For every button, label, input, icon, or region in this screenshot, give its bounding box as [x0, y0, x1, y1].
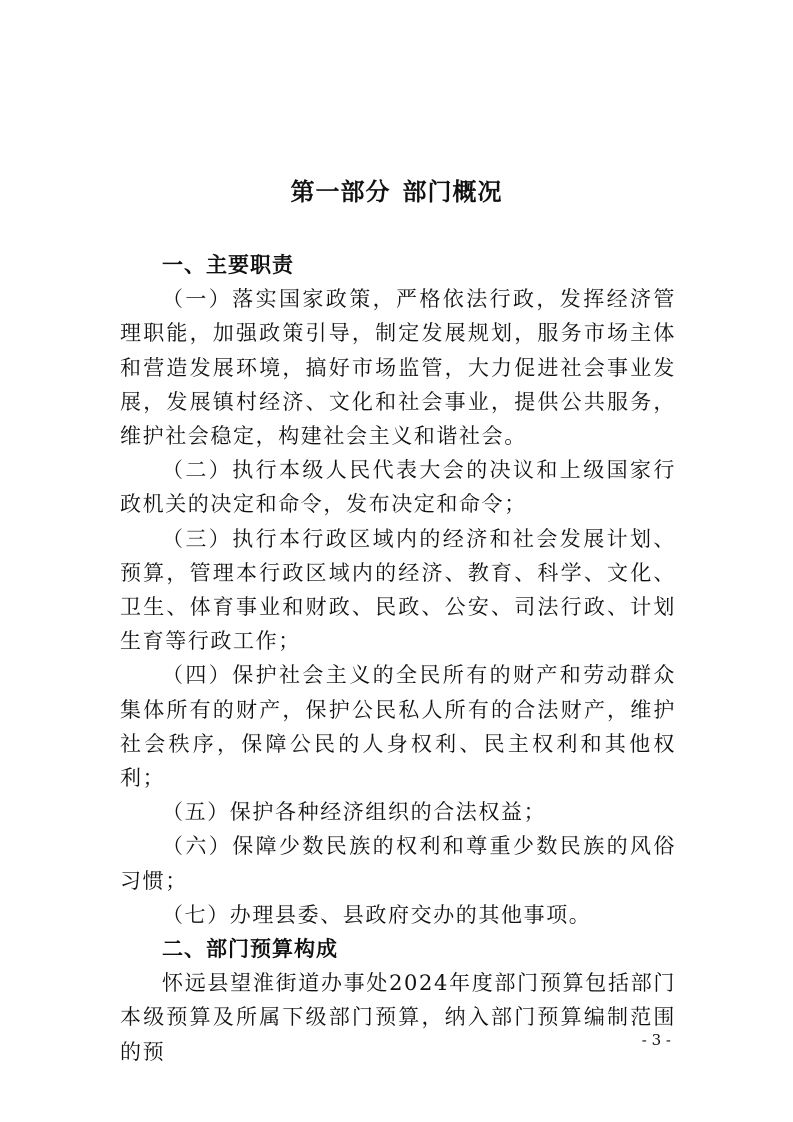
page-number: - 3 -: [641, 1031, 671, 1049]
title-part: 第一部分: [290, 178, 391, 206]
paragraph-duty-4: （四）保护社会主义的全民所有的财产和劳动群众集体所有的财产，保护公民私人所有的合法财产，维护社会秩序，保障公民的人身权利、民主权利和其他权利；: [120, 663, 676, 791]
paragraph-duty-1: （一）落实国家政策，严格依法行政，发挥经济管理职能，加强政策引导，制定发展规划，服务市场主体和营造发展环境，搞好市场监管，大力促进社会事业发展，发展镇村经济、文化和社会事业，提供公共服务，维护社会稳定，构建社会主义和谐社会。: [120, 287, 676, 449]
title-subject: 部门概况: [402, 178, 503, 206]
document-body: [120, 248, 676, 1069]
section-heading-responsibilities: 一、主要职责: [162, 253, 294, 277]
section-heading-budget: 二、部门预算构成: [162, 937, 338, 962]
paragraph-duty-3: （三）执行本行政区域内的经济和社会发展计划、预算，管理本行政区域内的经济、教育、科学、文化、卫生、体育事业和财政、民政、公安、司法行政、计划生育等行政工作；: [120, 526, 676, 654]
paragraph-duty-7: （七）办理县委、县政府交办的其他事项。: [162, 902, 592, 927]
paragraph-duty-2: （二）执行本级人民代表大会的决议和上级国家行政机关的决定和命令，发布决定和命令；: [120, 458, 676, 517]
page-title: [0, 172, 793, 212]
paragraph-duty-6: （六）保障少数民族的权利和尊重少数民族的风俗习惯；: [120, 834, 676, 893]
paragraph-budget: 怀远县望淮街道办事处2024年度部门预算包括部门本级预算及所属下级部门预算，纳入部门预算编制范围的预: [120, 971, 676, 1064]
paragraph-duty-5: （五）保护各种经济组织的合法权益；: [162, 800, 547, 825]
